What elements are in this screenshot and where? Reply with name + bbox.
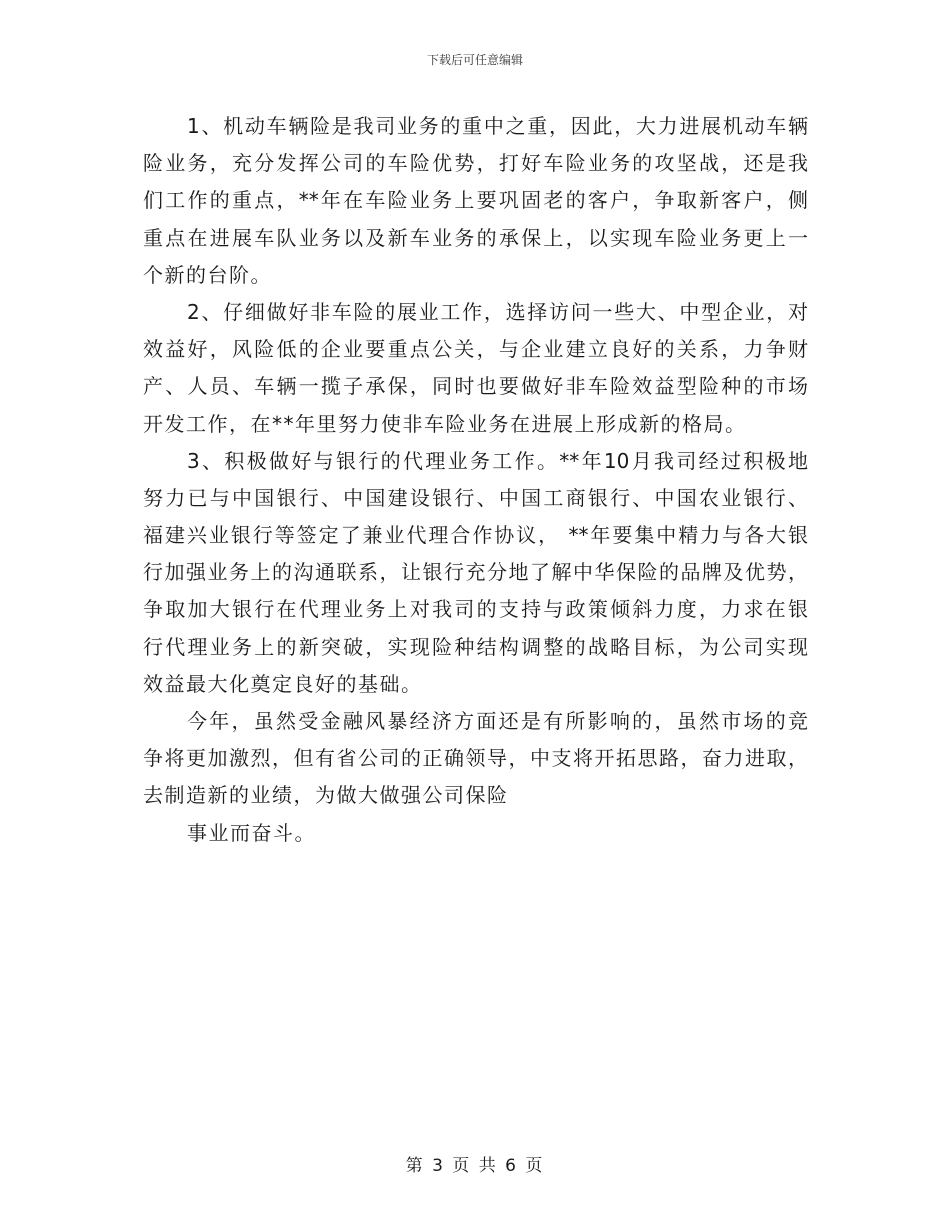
page-number-footer: 第 3 页 共 6 页 (405, 1156, 545, 1176)
text-line: 福建兴业银行等签定了兼业代理合作协议， **年要集中精力与各大银 (143, 523, 808, 548)
paragraph-1 (143, 108, 808, 294)
paragraph-4 (143, 703, 808, 815)
paragraph-3 (143, 443, 808, 703)
text-line: 效益好，风险低的企业要重点公关，与企业建立良好的关系，力争财 (143, 337, 808, 362)
paragraph-2 (143, 294, 808, 443)
paragraph-5 (143, 815, 808, 852)
text-line: 效益最大化奠定良好的基础。 (143, 671, 423, 696)
text-line: 今年，虽然受金融风暴经济方面还是有所影响的，虽然市场的竞 (187, 709, 808, 733)
text-line: 2、仔细做好非车险的展业工作，选择访问一些大、中型企业，对 (187, 299, 808, 324)
text-line: 事业而奋斗。 (187, 820, 316, 845)
text-line: 争将更加激烈，但有省公司的正确领导，中支将开拓思路，奋力进取， (143, 746, 808, 771)
page-header: 下载后可任意编辑 (426, 53, 523, 67)
text-line: 险业务，充分发挥公司的车险优势，打好车险业务的攻坚战，还是我 (143, 151, 808, 176)
text-line: 努力已与中国银行、中国建设银行、中国工商银行、中国农业银行、 (143, 485, 808, 510)
text-line: 重点在进展车队业务以及新车业务的承保上，以实现车险业务更上一 (143, 225, 808, 250)
text-line: 行代理业务上的新突破，实现险种结构调整的战略目标，为公司实现 (143, 634, 808, 659)
text-line: 3、积极做好与银行的代理业务工作。**年10月我司经过积极地 (187, 448, 808, 473)
text-line: 开发工作，在**年里努力使非车险业务在进展上形成新的格局。 (143, 411, 747, 436)
document-body (143, 108, 808, 852)
text-line: 个新的台阶。 (143, 262, 272, 287)
text-line: 争取加大银行在代理业务上对我司的支持与政策倾斜力度，力求在银 (143, 597, 808, 622)
text-line: 行加强业务上的沟通联系，让银行充分地了解中华保险的品牌及优势， (143, 560, 808, 585)
text-line: 们工作的重点，**年在车险业务上要巩固老的客户，争取新客户，侧 (143, 188, 808, 213)
text-line: 产、人员、车辆一揽子承保，同时也要做好非车险效益型险种的市场 (143, 374, 808, 399)
text-line: 1、机动车辆险是我司业务的重中之重，因此，大力进展机动车辆 (187, 114, 808, 138)
text-line: 去制造新的业绩，为做大做强公司保险 (143, 783, 509, 808)
